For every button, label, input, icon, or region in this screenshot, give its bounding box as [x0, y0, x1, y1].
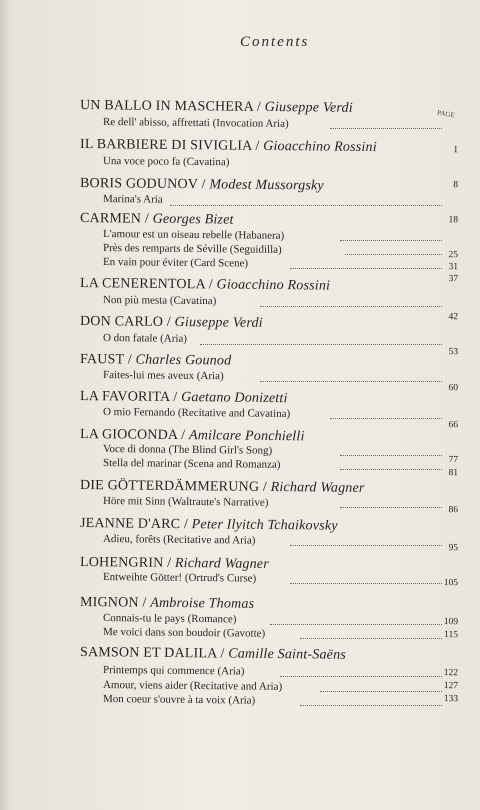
dot-leader: [270, 624, 442, 625]
aria-title: Près des remparts de Séville (Seguidilla): [102, 242, 282, 256]
composer-name: Charles Gounod: [135, 352, 232, 369]
page-number: 133: [443, 694, 459, 705]
page-number: 66: [448, 420, 459, 431]
dot-leader: [290, 583, 442, 584]
aria-title: O don fatale (Aria): [102, 332, 188, 345]
opera-heading: MIGNON / Ambroise Thomas: [79, 595, 255, 612]
opera-heading: JEANNE D'ARC / Peter Ilyitch Tchaikovsky: [79, 516, 338, 534]
opera-heading: DON CARLO / Giuseppe Verdi: [79, 314, 263, 331]
dot-leader: [340, 240, 442, 241]
aria-title: Me voici dans son boudoir (Gavotte): [102, 626, 266, 640]
page-number: 31: [448, 262, 459, 273]
aria-title: Entweihte Götter! (Ortrud's Curse): [102, 571, 257, 585]
aria-title: Marina's Aria: [102, 193, 163, 206]
page-number: 105: [443, 578, 459, 589]
composer-name: Richard Wagner: [174, 555, 269, 572]
page-column-label: PAGE: [436, 108, 456, 120]
dot-leader: [340, 507, 442, 508]
opera-title: FAUST: [79, 352, 125, 368]
opera-title: UN BALLO IN MASCHERA: [79, 98, 254, 115]
aria-title: O mio Fernando (Recitative and Cavatina): [102, 406, 291, 420]
dot-leader: [280, 676, 442, 677]
aria-title: Connais-tu le pays (Romance): [102, 612, 237, 626]
composer-name: Richard Wagner: [270, 479, 365, 496]
page-number: 109: [443, 617, 459, 628]
page-number: 86: [448, 505, 459, 516]
page-number: 127: [443, 681, 459, 692]
page-number: 77: [448, 455, 459, 466]
opera-title: IL BARBIERE DI SIVIGLIA: [79, 137, 252, 154]
composer-name: Peter Ilyitch Tchaikovsky: [191, 517, 338, 534]
composer-name: Ambroise Thomas: [150, 595, 255, 612]
composer-name: Camille Saint-Saëns: [228, 646, 347, 663]
composer-name: Amilcare Ponchielli: [188, 428, 305, 445]
page-number: 42: [448, 312, 459, 323]
opera-heading: LA CENERENTOLA / Gioacchino Rossini: [79, 276, 331, 294]
contents-title: Contents: [240, 34, 310, 50]
composer-name: Gaetano Donizetti: [181, 390, 288, 407]
composer-name: Giuseppe Verdi: [174, 314, 263, 331]
dot-leader: [320, 691, 442, 692]
aria-title: Voce di donna (The Blind Girl's Song): [102, 443, 273, 457]
dot-leader: [260, 381, 442, 382]
dot-leader: [170, 205, 442, 206]
composer-name: Gioacchino Rossini: [263, 138, 377, 156]
aria-title: Una voce poco fa (Cavatina): [102, 155, 230, 169]
composer-name: Gioacchino Rossini: [216, 277, 331, 294]
opera-title: MIGNON: [79, 595, 139, 611]
opera-title: LA FAVORITA: [79, 389, 170, 405]
page-number: 8: [453, 180, 459, 191]
page-number: 115: [444, 630, 459, 641]
aria-title: Non più mesta (Cavatina): [102, 294, 217, 308]
opera-heading: BORIS GODUNOV / Modest Mussorgsky: [79, 176, 324, 194]
opera-heading: UN BALLO IN MASCHERA / Giuseppe Verdi: [79, 98, 353, 116]
opera-title: JEANNE D'ARC: [79, 516, 181, 533]
opera-title: CARMEN: [79, 211, 142, 227]
page-number: 122: [443, 668, 459, 679]
opera-heading: LOHENGRIN / Richard Wagner: [79, 555, 269, 572]
page-number: 25: [448, 250, 459, 261]
page-number: 60: [448, 383, 459, 394]
composer-name: Modest Mussorgsky: [209, 177, 324, 194]
opera-heading: LA GIOCONDA / Amilcare Ponchielli: [79, 427, 305, 445]
opera-title: BORIS GODUNOV: [79, 176, 198, 193]
page-number: 18: [448, 215, 459, 226]
opera-title: DON CARLO: [79, 314, 164, 330]
page-number: 95: [448, 543, 459, 554]
opera-title: LA CENERENTOLA: [79, 276, 206, 293]
aria-title: Mon coeur s'ouvre à ta voix (Aria): [102, 693, 256, 707]
page-number: 53: [448, 347, 459, 358]
opera-heading: CARMEN / Georges Bizet: [79, 211, 234, 228]
aria-title: Amour, viens aider (Recitative and Aria): [102, 679, 283, 693]
page-number: 37: [448, 274, 459, 285]
opera-title: LA GIOCONDA: [79, 427, 178, 444]
opera-heading: DIE GÖTTERDÄMMERUNG / Richard Wagner: [79, 478, 365, 496]
aria-title: Höre mit Sinn (Waltraute's Narrative): [102, 495, 269, 509]
page-number: 81: [448, 468, 459, 479]
aria-title: Faites-lui mes aveux (Aria): [102, 369, 224, 383]
composer-name: Giuseppe Verdi: [264, 99, 353, 116]
aria-title: Printemps qui commence (Aria): [102, 664, 245, 678]
opera-title: SAMSON ET DALILA: [79, 645, 217, 662]
dot-leader: [300, 705, 442, 706]
dot-leader: [290, 545, 442, 546]
opera-heading: FAUST / Charles Gounod: [79, 352, 232, 369]
dot-leader: [300, 638, 442, 639]
dot-leader: [290, 268, 442, 269]
opera-heading: SAMSON ET DALILA / Camille Saint-Saëns: [79, 645, 347, 663]
dot-leader: [260, 306, 442, 307]
opera-heading: IL BARBIERE DI SIVIGLIA / Gioacchino Rossini: [79, 137, 377, 156]
opera-title: DIE GÖTTERDÄMMERUNG: [79, 478, 260, 495]
page-number: 1: [453, 145, 459, 156]
opera-heading: LA FAVORITA / Gaetano Donizetti: [79, 389, 288, 407]
aria-title: Stella del marinar (Scena and Romanza): [102, 457, 281, 471]
dot-leader: [330, 418, 442, 419]
dot-leader: [340, 455, 442, 456]
aria-title: Adieu, forêts (Recitative and Aria): [102, 533, 256, 547]
aria-title: L'amour est un oiseau rebelle (Habanera): [102, 228, 285, 242]
dot-leader: [340, 469, 442, 470]
aria-title: Re dell' abisso, affrettati (Invocation Aria): [102, 116, 289, 130]
composer-name: Georges Bizet: [152, 211, 234, 228]
dot-leader: [330, 128, 442, 129]
opera-title: LOHENGRIN: [79, 555, 164, 571]
dot-leader: [200, 344, 442, 345]
aria-title: En vain pour éviter (Card Scene): [102, 256, 249, 270]
